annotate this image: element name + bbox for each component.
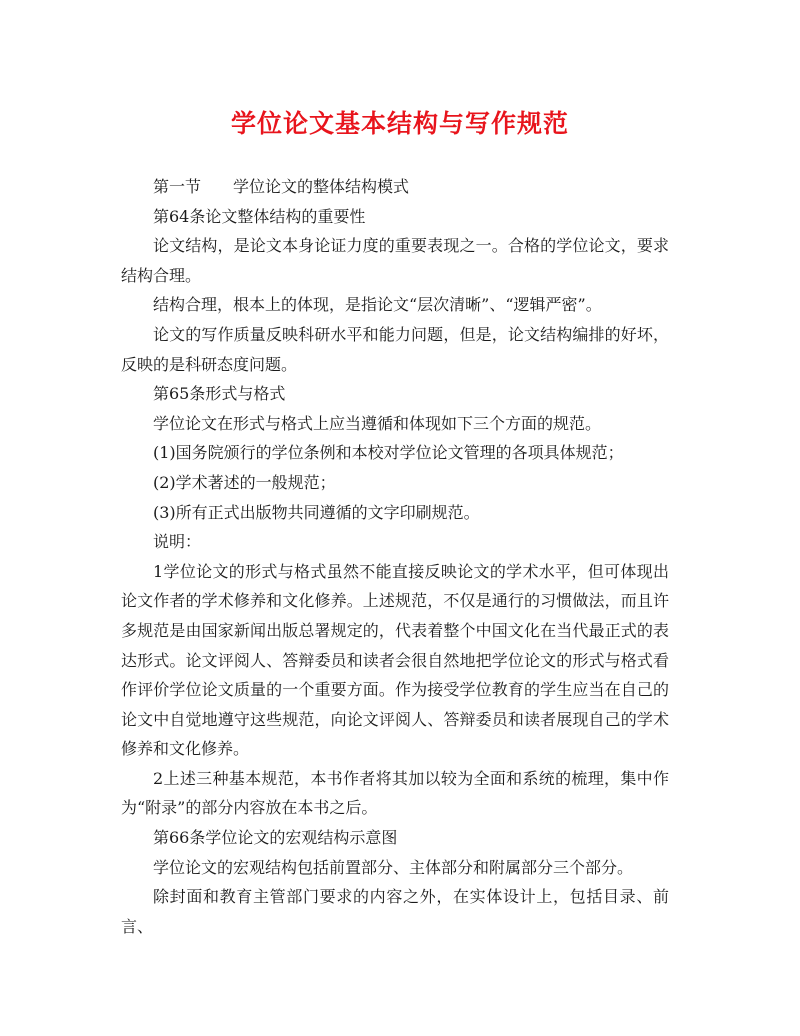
section-heading	[121, 172, 669, 202]
section-number: 第一节	[153, 177, 202, 196]
note-label: 说明：	[153, 532, 202, 552]
paragraph: 结构合理，根本上的体现，是指论文“层次清晰”、“逻辑严密”。	[153, 295, 602, 315]
paragraph: 论文的写作质量反映科研水平和能力问题，但是，论文结构编排的好坏，反映的是科研态度问题。	[121, 324, 669, 374]
list-item: (2)学术著述的一般规范；	[153, 472, 336, 492]
paragraph: 学位论文在形式与格式上应当遵循和体现如下三个方面的规范。	[153, 413, 602, 433]
paragraph: 除封面和教育主管部门要求的内容之外，在实体设计上，包括目录、前言、	[121, 887, 669, 936]
paragraph: 2上述三种基本规范，本书作者将其加以较为全面和系统的梳理，集中作为“附录”的部分内容放在本书之后。	[121, 768, 669, 818]
paragraph: 学位论文的宏观结构包括前置部分、主体部分和附属部分三个部分。	[153, 857, 634, 877]
article-heading: 第65条形式与格式	[153, 384, 286, 404]
document-title: 学位论文基本结构与写作规范	[230, 109, 569, 138]
list-item: (3)所有正式出版物共同遵循的文字印刷规范。	[153, 502, 480, 522]
list-item: (1)国务院颁行的学位条例和本校对学位论文管理的各项具体规范；	[153, 443, 624, 463]
section-name: 学位论文的整体结构模式	[233, 177, 410, 196]
article-heading: 第64条论文整体结构的重要性	[153, 206, 366, 226]
article-heading: 第66条学位论文的宏观结构示意图	[153, 828, 398, 848]
document-body	[121, 172, 669, 941]
paragraph: 论文结构，是论文本身论证力度的重要表现之一。合格的学位论文，要求结构合理。	[121, 236, 669, 285]
paragraph: 1学位论文的形式与格式虽然不能直接反映论文的学术水平，但可体现出论文作者的学术修养和文化修养。上述规范，不仅是通行的习惯做法，而且许多规范是由国家新闻出版总署规定的，代表着整个中国文化在当代最正式的表达形式。论文评阅人、答辩委员和读者会很自然地把学位论文的形式与格式看作评价学位论文质量的一个重要方面。作为接受学位教育的学生应当在自己的论文中自觉地遵守这些规范，向论文评阅人、答辩委员和读者展现自己的学术修养和文化修养。	[121, 561, 669, 759]
